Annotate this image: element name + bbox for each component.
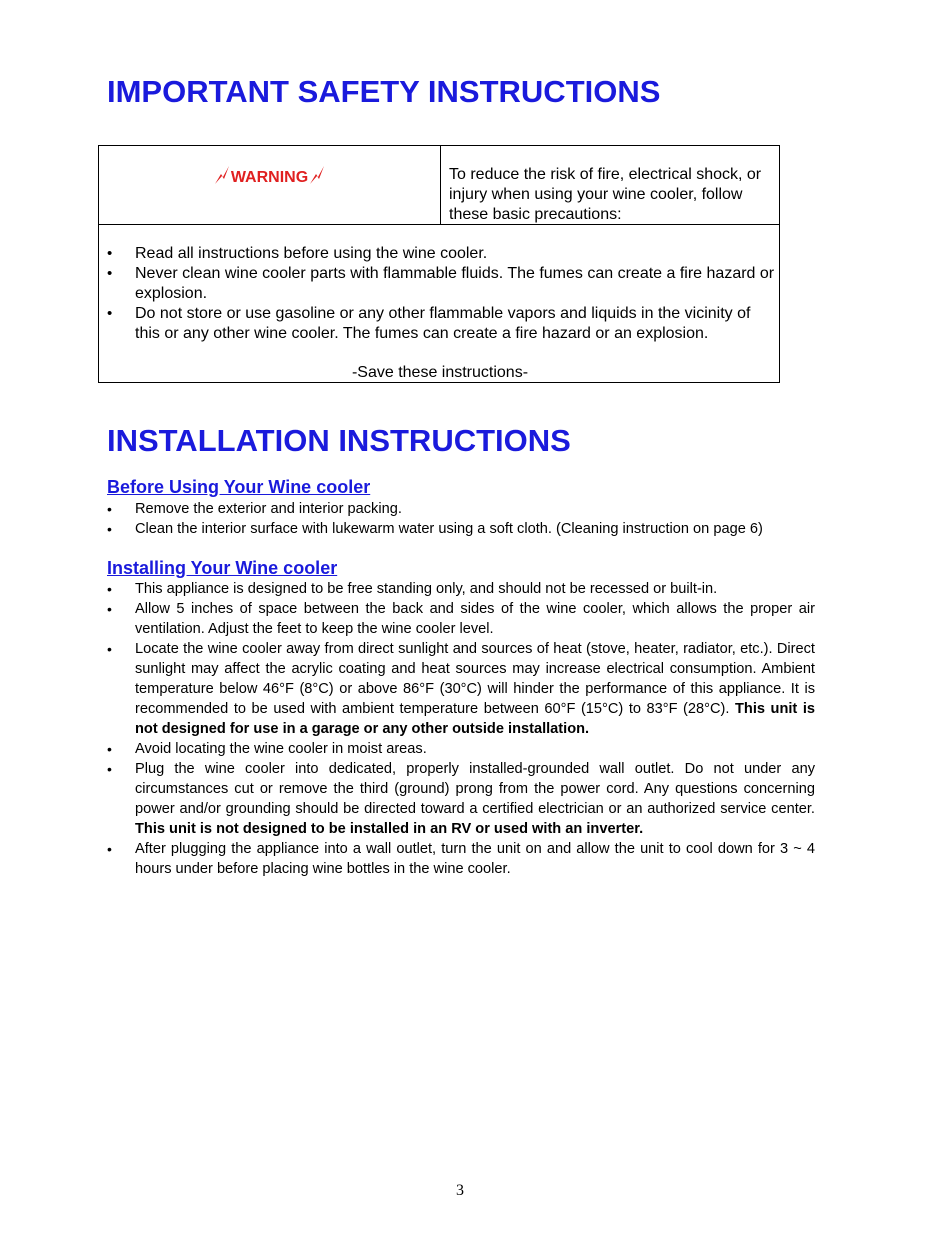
list-item bbox=[107, 839, 815, 879]
list-item bbox=[107, 739, 815, 759]
safety-box bbox=[98, 145, 780, 383]
installation-title: INSTALLATION INSTRUCTIONS bbox=[107, 423, 571, 458]
item-text: Allow 5 inches of space between the back and sides of the wine cooler, which allows the proper air ventilation. Adjust the feet to keep the wine cooler level. bbox=[135, 601, 815, 637]
list-item bbox=[107, 639, 815, 739]
warning-label bbox=[99, 165, 440, 187]
installing-list bbox=[107, 579, 815, 879]
item-text: Locate the wine cooler away from direct sunlight and sources of heat (stove, heater, radiator, etc.). Direct sunlight may affect the acrylic coating and heat sources may increase electrical consumption. Ambient temperature below 46°F (8°C) or above 86°F (30°C) will hinder the performance of this appliance. It is recommended to be used with ambient temperature between 60°F (15°C) to 83°F (28°C). bbox=[135, 641, 815, 717]
safety-box-header bbox=[99, 146, 779, 225]
page-number: 3 bbox=[456, 1182, 464, 1199]
lightning-bolt-icon bbox=[308, 165, 326, 185]
item-bold-note: This unit is not designed for use in a garage or any other outside installation. bbox=[135, 701, 816, 737]
before-using-list bbox=[107, 499, 815, 539]
item-text: This appliance is designed to be free standing only, and should not be recessed or built-in. bbox=[135, 581, 718, 597]
cell-divider bbox=[440, 146, 441, 225]
save-instructions-note: -Save these instructions- bbox=[351, 364, 529, 381]
safety-title: IMPORTANT SAFETY INSTRUCTIONS bbox=[107, 74, 661, 109]
item-text: Avoid locating the wine cooler in moist areas. bbox=[135, 741, 427, 757]
before-using-heading: Before Using Your Wine cooler bbox=[107, 477, 371, 497]
list-item: • Read all instructions before using the wine cooler. bbox=[99, 244, 779, 264]
list-item: • Clean the interior surface with lukewarm water using a soft cloth. (Cleaning instruction on page 6) bbox=[107, 519, 815, 539]
reduce-risk-text: To reduce the risk of fire, electrical shock, or injury when using your wine cooler, follow these basic precautions: bbox=[449, 166, 762, 223]
warning-text: WARNING bbox=[230, 169, 309, 186]
lightning-bolt-icon bbox=[213, 165, 231, 185]
item-bold-note: This unit is not designed to be installed in an RV or used with an inverter. bbox=[135, 821, 644, 837]
list-item bbox=[107, 579, 815, 599]
list-item: • Remove the exterior and interior packing. bbox=[107, 499, 815, 519]
item-text: After plugging the appliance into a wall outlet, turn the unit on and allow the unit to cool down for 3 ~ 4 hours under before placing wine bottles in the wine cooler. bbox=[135, 841, 815, 877]
list-item: • Never clean wine cooler parts with flammable fluids. The fumes can create a fire hazard or explosion. bbox=[99, 264, 779, 304]
list-item bbox=[107, 599, 815, 639]
list-item: • Do not store or use gasoline or any other flammable vapors and liquids in the vicinity of this or any other wine cooler. The fumes can create a fire hazard or an explosion. bbox=[99, 304, 779, 344]
list-item bbox=[107, 759, 815, 839]
installing-heading: Installing Your Wine cooler bbox=[107, 558, 338, 578]
item-text: Plug the wine cooler into dedicated, properly installed-grounded wall outlet. Do not under any circumstances cut or remove the third (ground) prong from the power cord. Any questions concerning power and/or grounding should be directed toward a certified electrician or an authorized service center. bbox=[135, 761, 815, 817]
safety-list bbox=[99, 244, 779, 344]
